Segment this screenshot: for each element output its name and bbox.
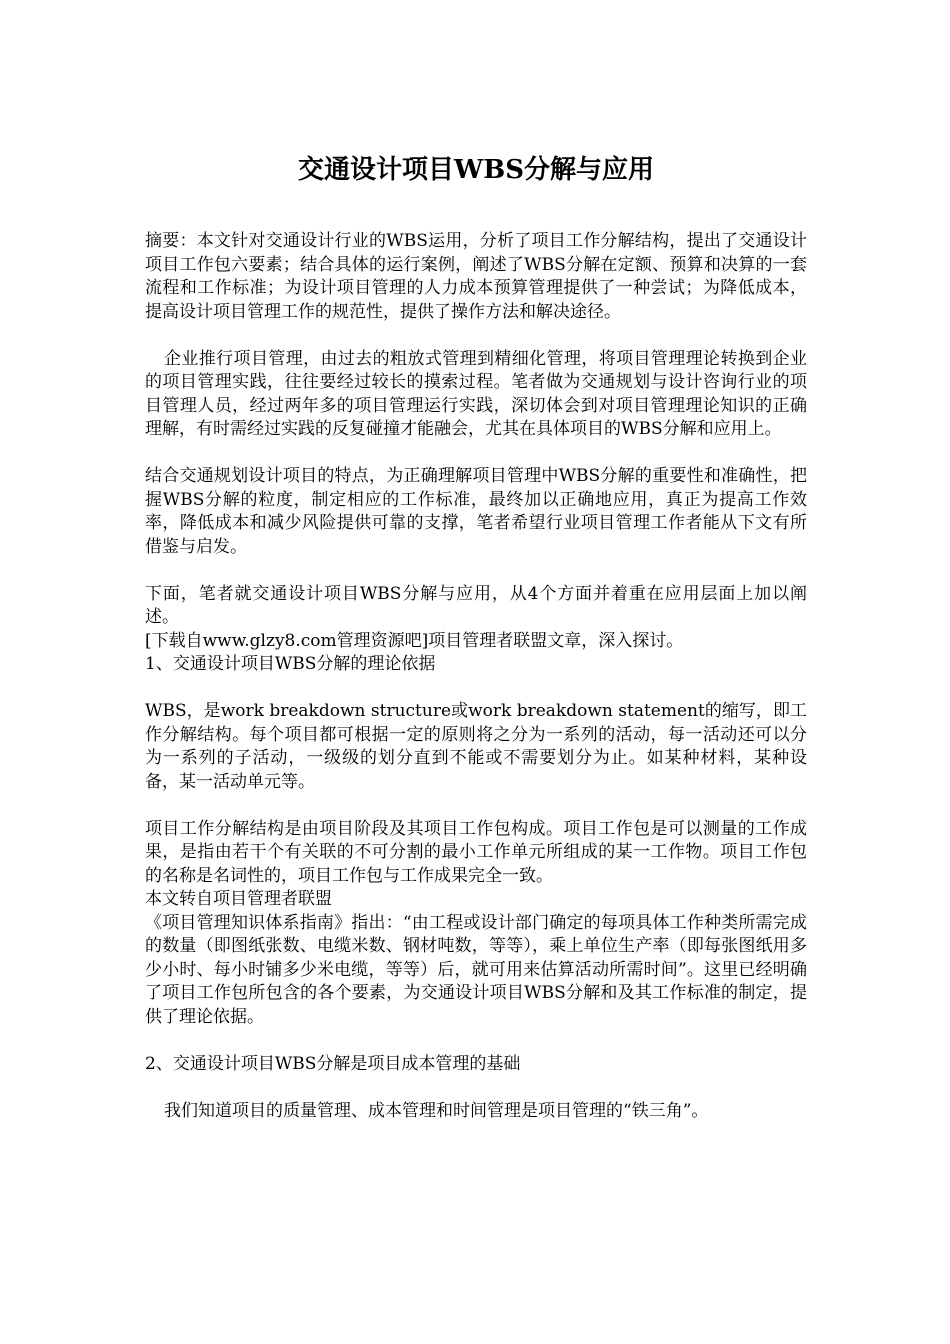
section-1-paragraph-1: WBS，是work breakdown structure或work breakdown statement的缩写，即工作分解结构。每个项目都可根据一定的原则将之分为一系列的活动，每一活动还可以分为一系列的子活动，一级级的划分直到不能或不需要划分为止。如某种材料，某种设备，某一活动单元等。 [145, 701, 807, 792]
section-1-paragraph-2: 项目工作分解结构是由项目阶段及其项目工作包构成。项目工作包是可以测量的工作成果，是指由若干个有关联的不可分割的最小工作单元所组成的某一工作物。项目工作包的名称是名词性的，项目工作包与工作成果完全一致。 [145, 818, 807, 886]
paragraph-spacer [145, 559, 807, 583]
section-1-paragraph-4: 《项目管理知识体系指南》指出：“由工程或设计部门确定的每项具体工作种类所需完成的数量（即图纸张数、电缆米数、钢材吨数，等等），乘上单位生产率（即每张图纸用多少小时、每小时铺多少米电缆，等等）后，就可用来估算活动所需时间”。这里已经明确了项目工作包所包含的各个要素，为交通设计项目WBS分解和及其工作标准的制定，提供了理论依据。 [145, 912, 807, 1027]
source-note: [下载自www.glzy8.com管理资源吧]项目管理者联盟文章，深入探讨。 [145, 630, 684, 651]
paragraph-spacer [145, 1029, 807, 1053]
section-2-heading: 2、交通设计项目WBS分解是项目成本管理的基础 [145, 1053, 521, 1074]
paragraph-spacer [145, 324, 807, 348]
paragraph-spacer [145, 794, 807, 818]
intro-paragraph-1: 企业推行项目管理，由过去的粗放式管理到精细化管理，将项目管理理论转换到企业的项目管理实践，往往要经过较长的摸索过程。笔者做为交通规划与设计咨询行业的项目管理人员，经过两年多的项目管理运行实践，深切体会到对项目管理理论知识的正确理解，有时需经过实践的反复碰撞才能融会，尤其在具体项目的WBS分解和应用上。 [145, 348, 807, 439]
abstract-paragraph: 摘要：本文针对交通设计行业的WBS运用，分析了项目工作分解结构，提出了交通设计项目工作包六要素；结合具体的运行案例，阐述了WBS分解在定额、预算和决算的一套流程和工作标准；为设计项目管理的人力成本预算管理提供了一种尝试；为降低成本，提高设计项目管理工作的规范性，提供了操作方法和解决途径。 [145, 231, 807, 322]
intro-paragraph-2: 结合交通规划设计项目的特点，为正确理解项目管理中WBS分解的重要性和准确性，把握WBS分解的粒度，制定相应的工作标准，最终加以正确地应用，真正为提高工作效率，降低成本和减少风险提供可靠的支撑，笔者希望行业项目管理工作者能从下文有所借鉴与启发。 [145, 466, 807, 557]
paragraph-spacer [145, 1076, 807, 1100]
section-1-heading: 1、交通设计项目WBS分解的理论依据 [145, 654, 436, 674]
intro-paragraph-3: 下面，笔者就交通设计项目WBS分解与应用，从4个方面并着重在应用层面上加以阐述。 [145, 583, 807, 627]
section-1-paragraph-3: 本文转自项目管理者联盟 [145, 889, 332, 909]
section-2-paragraph-1: 我们知道项目的质量管理、成本管理和时间管理是项目管理的“铁三角”。 [164, 1100, 709, 1121]
document-title: 交通设计项目WBS分解与应用 [298, 155, 654, 185]
paragraph-spacer [145, 442, 807, 466]
document-page [145, 150, 807, 1123]
paragraph-spacer [145, 677, 807, 701]
